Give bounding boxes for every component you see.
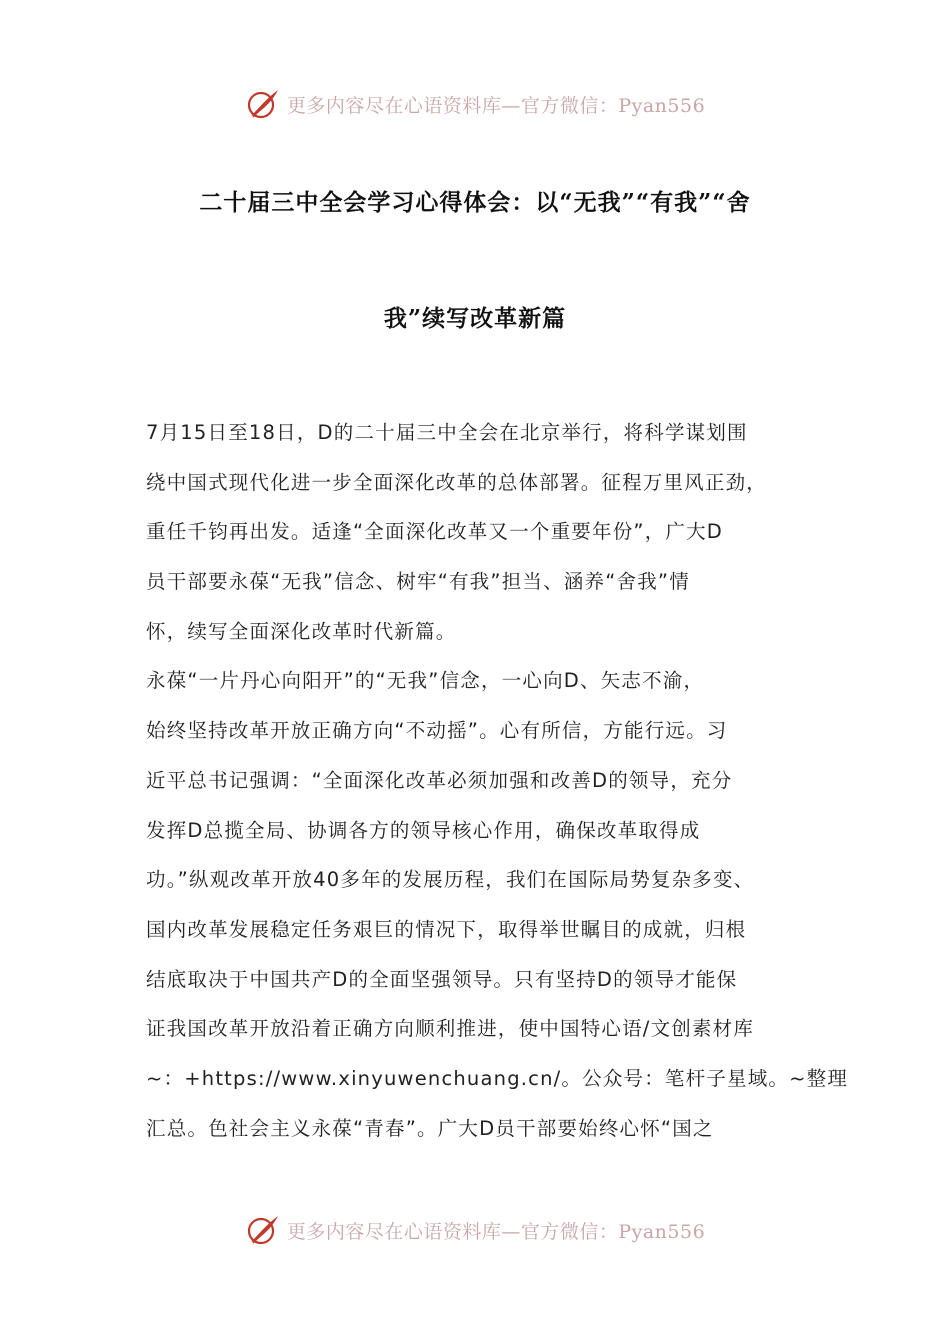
body-line: 始终坚持改革开放正确方向“不动摇”。心有所信，方能行远。习 [146, 719, 728, 743]
body-line: ~：+https://www.xinyuwenchuang.cn/。公众号：笔杆子星域。~整理 [146, 1066, 849, 1090]
body-line: 员干部要永葆“无我”信念、树牢“有我”担当、涵养“舍我”情 [146, 570, 690, 594]
body-line: 汇总。色社会主义永葆“青春”。广大D员干部要始终心怀“国之 [146, 1116, 714, 1140]
banner-text: 更多内容尽在心语资料库—官方微信：Pyan556 [286, 1220, 706, 1243]
body-line: 重任千钧再出发。适逢“全面深化改革又一个重要年份”，广大D [146, 520, 724, 544]
document-title-line-1: 二十届三中全会学习心得体会：以“无我”“有我”“舍 [199, 189, 751, 216]
body-line: 近平总书记强调：“全面深化改革必须加强和改善D的领导，充分 [146, 768, 733, 792]
body-line: 功。”纵观改革开放40多年的发展历程，我们在国际局势复杂多变、 [146, 868, 755, 892]
body-line: 证我国改革开放沿着正确方向顺利推进，使中国特心语/文创素材库 [146, 1017, 755, 1041]
footer-banner [0, 1210, 950, 1250]
body-line: 发挥D总揽全局、协调各方的领导核心作用，确保改革取得成 [146, 818, 701, 842]
quill-logo-icon [245, 1212, 281, 1248]
body-line: 怀，续写全面深化改革时代新篇。 [146, 619, 457, 643]
document-title-line-2: 我”续写改革新篇 [383, 305, 567, 332]
banner-text: 更多内容尽在心语资料库—官方微信：Pyan556 [286, 94, 706, 117]
body-line: 永葆“一片丹心向阳开”的“无我”信念，一心向D、矢志不渝， [146, 669, 705, 693]
quill-logo-icon [245, 86, 281, 122]
body-line: 结底取决于中国共产D的全面坚强领导。只有坚持D的领导才能保 [146, 967, 738, 991]
body-line: 绕中国式现代化进一步全面深化改革的总体部署。征程万里风正劲， [146, 470, 768, 494]
body-line: 国内改革发展稳定任务艰巨的情况下，取得举世瞩目的成就，归根 [146, 917, 747, 941]
header-banner [0, 84, 950, 124]
document-body [146, 413, 849, 1158]
body-line: 7月15日至18日，D的二十届三中全会在北京举行，将科学谋划围 [146, 421, 748, 444]
